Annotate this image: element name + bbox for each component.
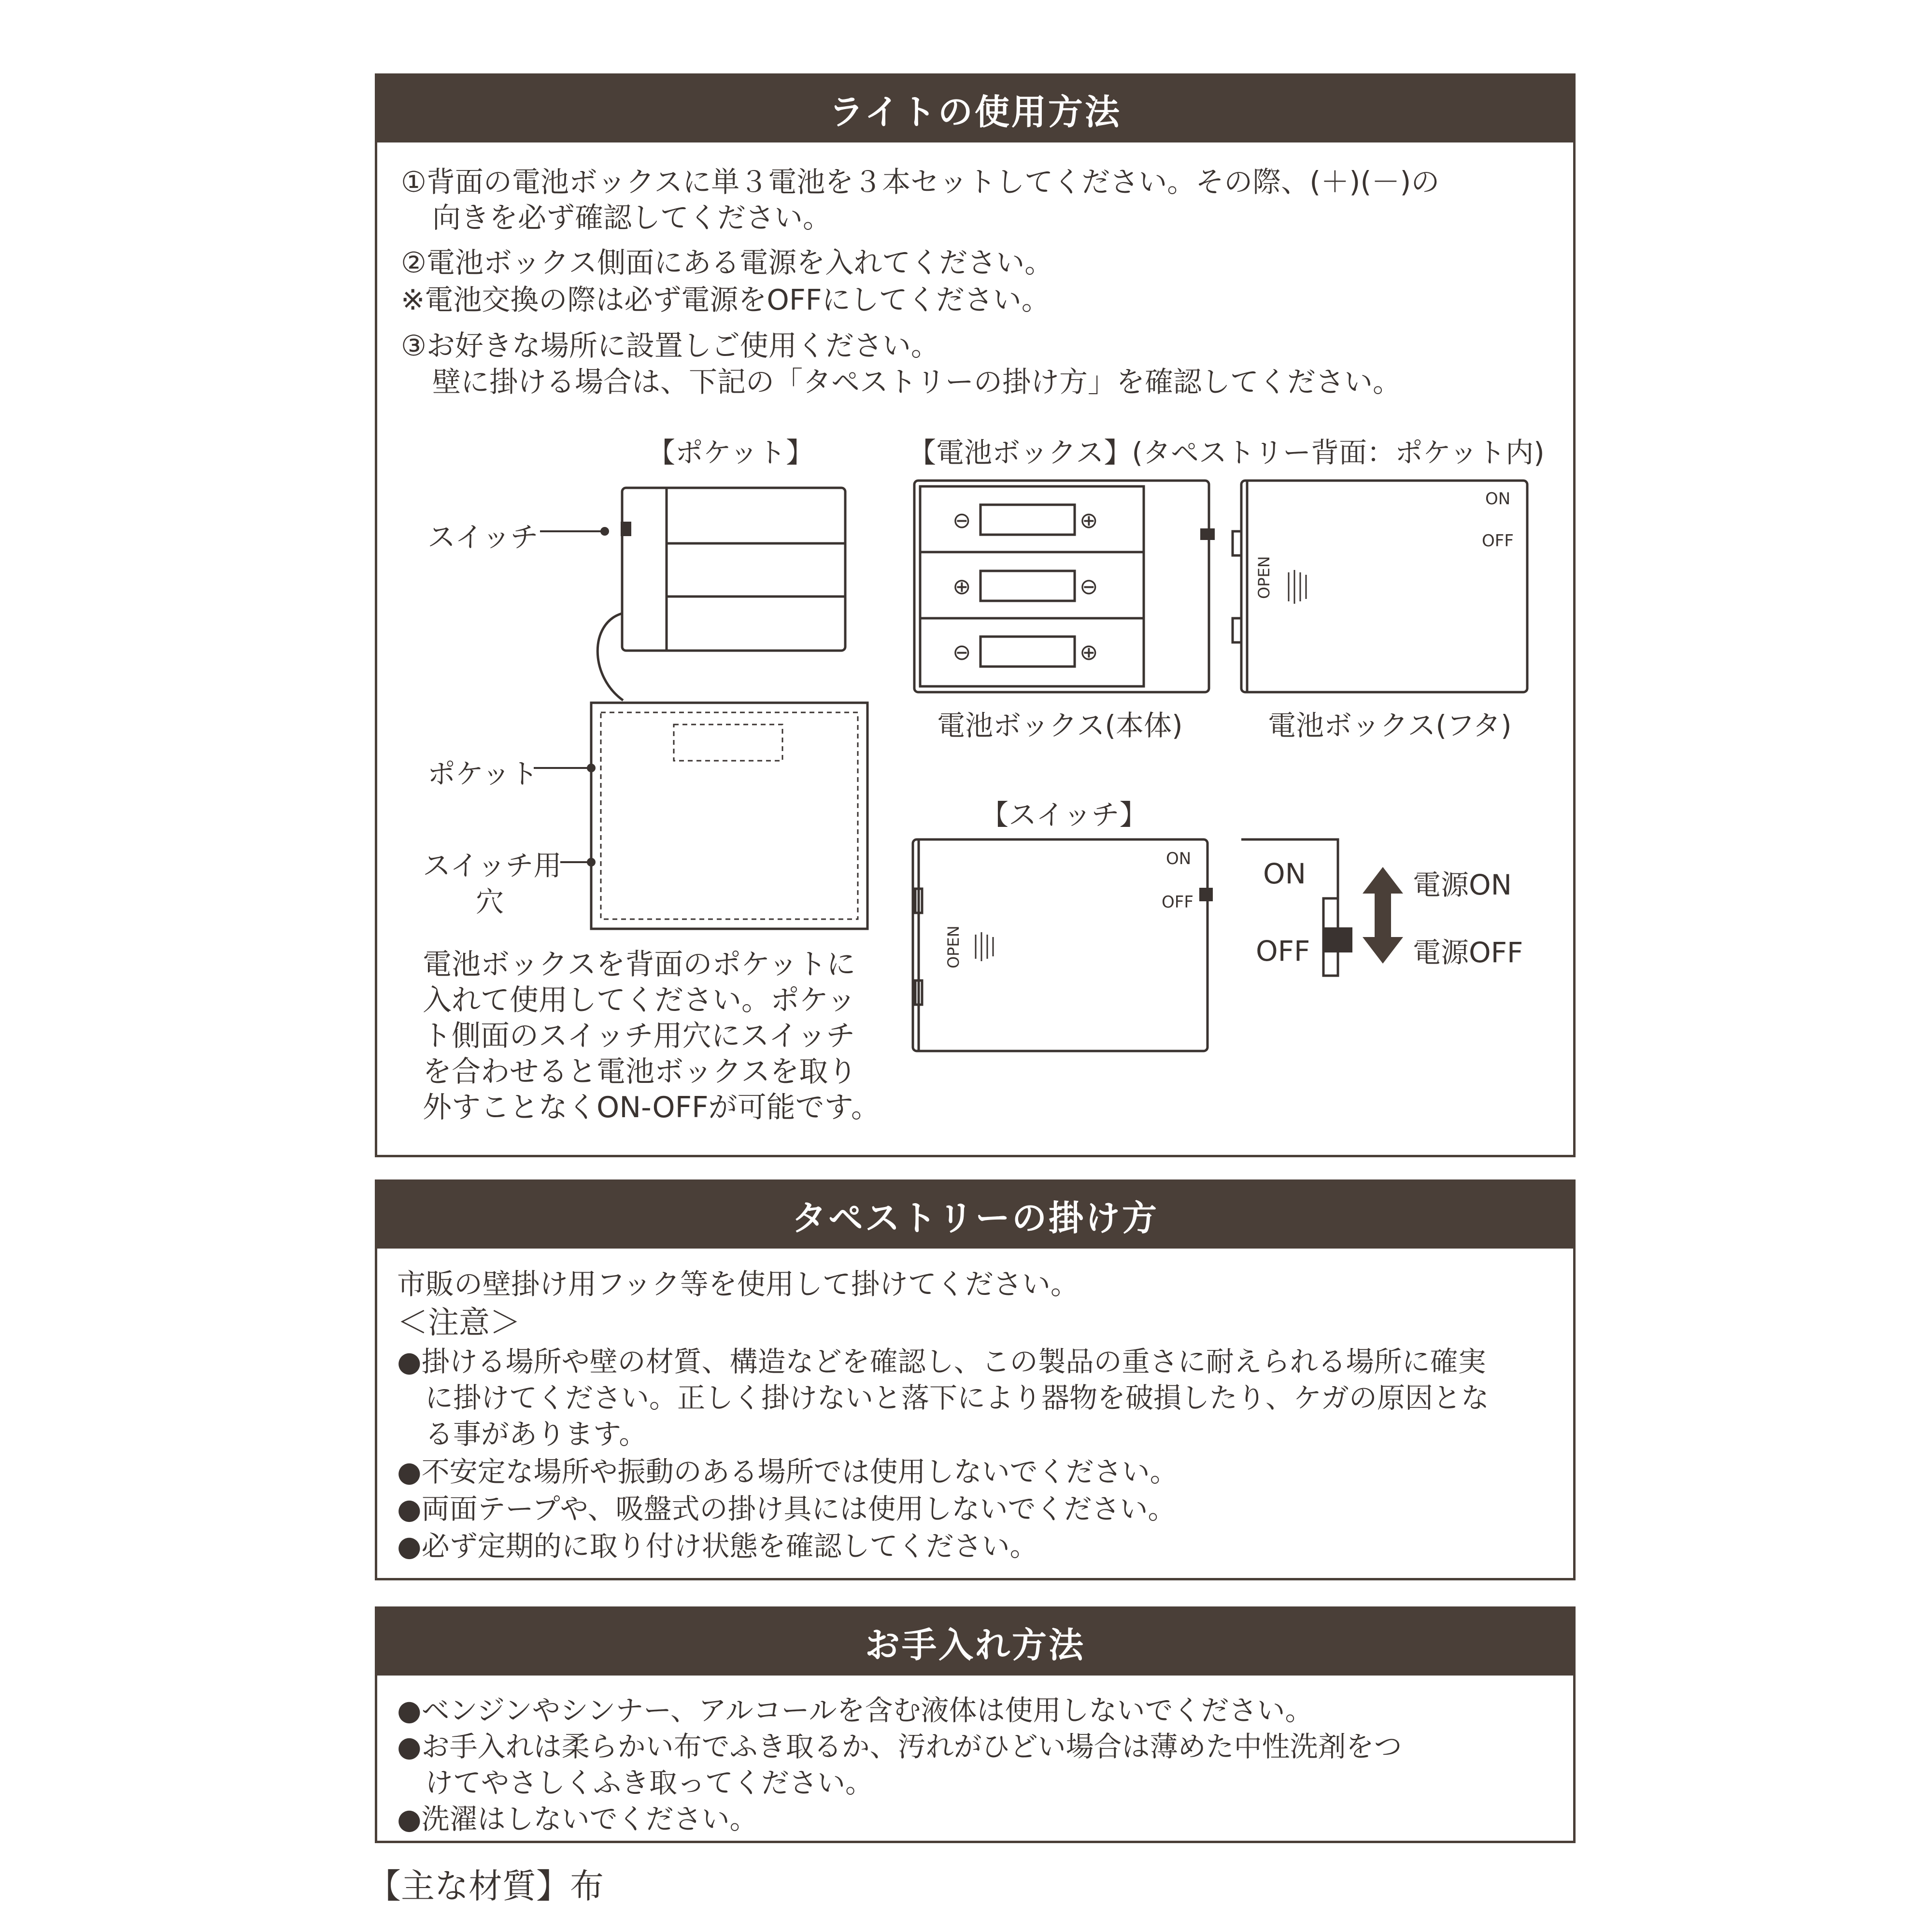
battery-2-minus: ⊖	[1080, 573, 1098, 599]
lid-on-label: ON	[1485, 489, 1511, 509]
switch-heading: 【スイッチ】	[980, 798, 1148, 831]
switch-open-label: OPEN	[944, 925, 963, 968]
switch-off-label: OFF	[1256, 935, 1310, 967]
step2-note: ※電池交換の際は必ず電源をOFFにしてください。	[401, 283, 1050, 316]
usage-title: ライトの使用方法	[377, 76, 1573, 142]
pocket-desc-2: 入れて使用してください。ポケッ	[423, 983, 856, 1017]
switch-hole-label-1: スイッチ用	[423, 849, 562, 882]
hanging-line-2: に掛けてください。正しく掛けないと落下により器物を破損したり、ケガの原因とな	[397, 1381, 1489, 1414]
step3-line2: 壁に掛ける場合は、下記の「タペストリーの掛け方」を確認してください。	[432, 365, 1402, 398]
pocket-desc-1: 電池ボックスを背面のポケットに	[423, 948, 856, 981]
step2: ②電池ボックス側面にある電源を入れてください。	[401, 246, 1053, 279]
lid-open-label: OPEN	[1255, 556, 1273, 599]
battery-1-plus: ⊕	[1080, 507, 1098, 533]
hanging-title: タペストリーの掛け方	[377, 1182, 1573, 1249]
hanging-line-5: ●両面テープや、吸盤式の掛け具には使用しないでください。	[397, 1492, 1176, 1525]
hanging-caution: ＜注意＞	[397, 1305, 521, 1341]
care-title: お手入れ方法	[377, 1609, 1573, 1676]
hanging-line-4: ●不安定な場所や振動のある場所では使用しないでください。	[397, 1455, 1178, 1488]
hanging-line-3: る事があります。	[397, 1418, 647, 1450]
battery-3-minus: ⊖	[952, 639, 971, 665]
material: 【主な材質】布	[367, 1866, 604, 1906]
hanging-intro: 市販の壁掛け用フック等を使用して掛けてください。	[397, 1267, 1079, 1301]
battery-3-plus: ⊕	[1080, 639, 1098, 665]
switch-on-label: ON	[1263, 857, 1307, 890]
pocket-desc-5: 外すことなくON-OFFが可能です。	[423, 1091, 880, 1124]
pocket-desc-4: を合わせると電池ボックスを取り	[423, 1055, 857, 1089]
care-line-3: けてやさしくふき取ってください。	[397, 1766, 874, 1799]
battery-1-minus: ⊖	[952, 507, 971, 533]
power-on-label: 電源ON	[1413, 868, 1512, 901]
power-off-label: 電源OFF	[1413, 936, 1523, 969]
care-line-1: ●ベンジンやシンナー、アルコールを含む液体は使用しないでください。	[397, 1694, 1313, 1727]
pocket-label: ポケット	[427, 757, 539, 790]
care-line-4: ●洗濯はしないでください。	[397, 1803, 758, 1835]
switch-on-small: ON	[1166, 849, 1192, 868]
battery-2-plus: ⊕	[952, 573, 971, 599]
lid-off-label: OFF	[1482, 531, 1514, 551]
lid-caption: 電池ボックス(フタ)	[1268, 709, 1512, 742]
step1-line2: 向きを必ず確認してください。	[432, 201, 832, 234]
switch-off-small: OFF	[1162, 893, 1193, 912]
pocket-heading: 【ポケット】	[647, 436, 814, 469]
body-caption: 電池ボックス(本体)	[937, 709, 1183, 742]
step1-line1: ①背面の電池ボックスに単３電池を３本セットしてください。その際、(＋)(－)の	[401, 165, 1440, 199]
care-line-2: ●お手入れは柔らかい布でふき取るか、汚れがひどい場合は薄めた中性洗剤をつ	[397, 1730, 1402, 1763]
step3-line1: ③お好きな場所に設置しご使用ください。	[401, 329, 939, 362]
pocket-desc-3: ト側面のスイッチ用穴にスイッチ	[423, 1019, 855, 1053]
hanging-line-6: ●必ず定期的に取り付け状態を確認してください。	[397, 1530, 1038, 1563]
switch-hole-label-2: 穴	[476, 885, 504, 918]
hanging-line-1: ●掛ける場所や壁の材質、構造などを確認し、この製品の重さに耐えられる場所に確実	[397, 1345, 1486, 1378]
switch-label: スイッチ	[427, 521, 539, 554]
battery-heading: 【電池ボックス】(タペストリー背面：ポケット内)	[908, 436, 1545, 469]
